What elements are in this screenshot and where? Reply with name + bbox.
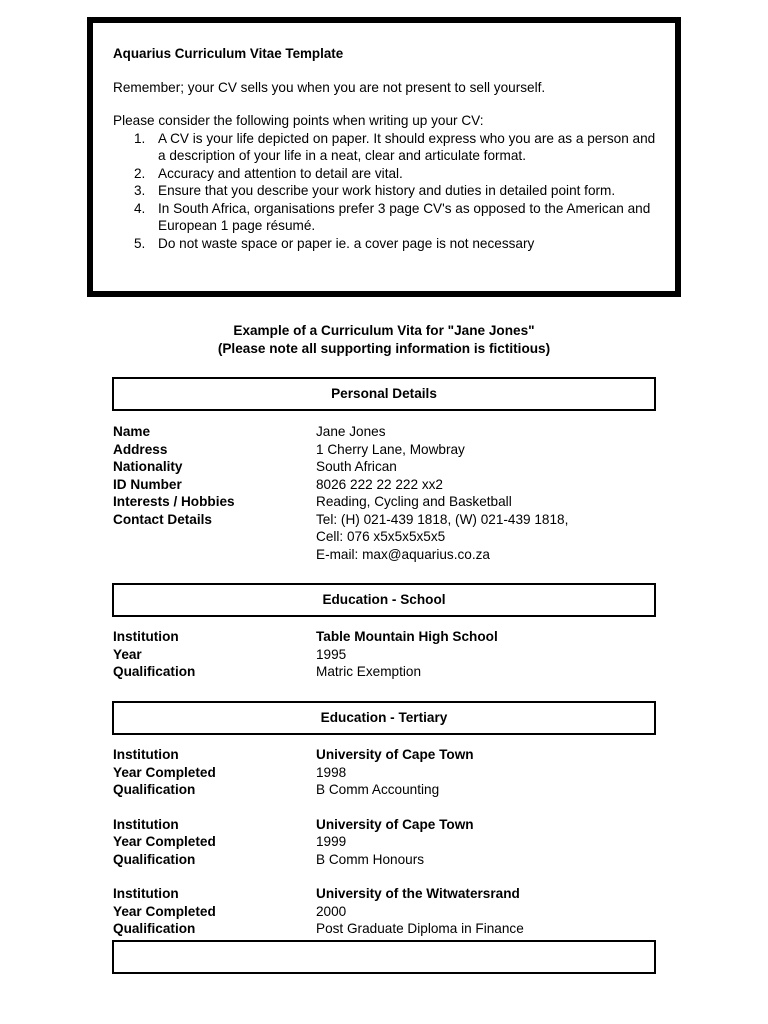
detail-row-year-completed xyxy=(113,903,673,921)
personal-details xyxy=(113,423,673,563)
section-heading-education-school: Education - School xyxy=(112,583,656,617)
contact-tel: Tel: (H) 021-439 1818, (W) 021-439 1818, xyxy=(316,511,569,527)
detail-label: Name xyxy=(113,424,151,439)
detail-label: Qualification xyxy=(113,851,196,867)
detail-row-qualification xyxy=(113,851,673,869)
intro-points-list xyxy=(113,130,661,253)
detail-row-institution xyxy=(113,628,673,646)
detail-value: South African xyxy=(316,459,397,474)
list-item-text: Ensure that you describe your work history and duties in detailed point form. xyxy=(158,183,616,198)
detail-row-qualification xyxy=(113,920,673,938)
detail-value: 8026 222 22 222 xx2 xyxy=(316,476,443,492)
detail-row-qualification xyxy=(113,663,673,681)
example-title: Example of a Curriculum Vita for "Jane Jones" xyxy=(233,323,535,338)
detail-row-year xyxy=(113,646,673,664)
section-heading-empty xyxy=(112,940,656,974)
list-item xyxy=(113,165,661,183)
detail-value: Table Mountain High School xyxy=(316,629,498,644)
detail-label: Qualification xyxy=(113,664,196,679)
list-item-text: Do not waste space or paper ie. a cover page is not necessary xyxy=(158,235,535,251)
detail-label: Year Completed xyxy=(113,834,216,849)
detail-label: Institution xyxy=(113,816,179,832)
tertiary-entry xyxy=(113,746,673,799)
detail-label: Qualification xyxy=(113,921,196,936)
detail-row-address xyxy=(113,441,673,459)
detail-label: Contact Details xyxy=(113,511,212,527)
detail-label: Institution xyxy=(113,886,179,901)
detail-row-year-completed xyxy=(113,833,673,851)
detail-row-qualification xyxy=(113,781,673,799)
list-item-number: 1. xyxy=(134,130,146,146)
detail-label: Qualification xyxy=(113,782,196,797)
detail-value: 1995 xyxy=(316,646,347,662)
example-note: (Please note all supporting information is fictitious) xyxy=(217,340,551,356)
intro-content xyxy=(113,45,661,252)
education-tertiary xyxy=(113,746,673,938)
list-item xyxy=(113,182,661,200)
detail-row-institution xyxy=(113,816,673,834)
list-item-number: 5. xyxy=(134,235,146,251)
detail-label: Year xyxy=(113,646,142,662)
detail-label: Interests / Hobbies xyxy=(113,494,235,509)
section-heading-education-tertiary: Education - Tertiary xyxy=(112,701,656,735)
detail-value: Matric Exemption xyxy=(316,664,422,679)
detail-value: 1999 xyxy=(316,834,347,849)
detail-value xyxy=(316,511,673,564)
detail-value: B Comm Honours xyxy=(316,851,425,867)
detail-label: Institution xyxy=(113,629,179,644)
detail-label: Nationality xyxy=(113,459,183,474)
detail-row-name xyxy=(113,423,673,441)
detail-row-contact xyxy=(113,511,673,564)
list-item-text: A CV is your life depicted on paper. It should express who you are as a person and a description of your life in a neat, clear and articulate format. xyxy=(158,130,656,163)
list-item xyxy=(113,200,661,235)
detail-label: Year Completed xyxy=(113,764,216,780)
spacer xyxy=(113,799,673,816)
detail-row-year-completed xyxy=(113,764,673,782)
tertiary-entry xyxy=(113,816,673,869)
detail-label: ID Number xyxy=(113,476,182,492)
tertiary-entry xyxy=(113,885,673,938)
detail-value: 2000 xyxy=(316,903,347,919)
list-item-number: 2. xyxy=(134,165,146,181)
detail-value: University of Cape Town xyxy=(316,747,474,762)
detail-row-institution xyxy=(113,885,673,903)
intro-remember: Remember; your CV sells you when you are not present to sell yourself. xyxy=(113,79,546,95)
list-item-text: In South Africa, organisations prefer 3 page CV's as opposed to the American and European 1 page résumé. xyxy=(158,200,651,233)
detail-value: University of Cape Town xyxy=(316,816,474,832)
detail-label: Address xyxy=(113,441,168,457)
list-item-number: 4. xyxy=(134,200,146,216)
detail-value: Jane Jones xyxy=(316,424,386,439)
detail-value: 1998 xyxy=(316,764,347,780)
detail-value: 1 Cherry Lane, Mowbray xyxy=(316,441,465,457)
detail-row-nationality xyxy=(113,458,673,476)
section-heading-personal-details: Personal Details xyxy=(112,377,656,411)
detail-row-interests xyxy=(113,493,673,511)
intro-box xyxy=(87,17,681,297)
intro-consider: Please consider the following points when writing up your CV: xyxy=(113,113,484,128)
education-school xyxy=(113,628,673,681)
contact-cell: Cell: 076 x5x5x5x5x5 xyxy=(316,529,446,544)
detail-label: Institution xyxy=(113,747,179,762)
list-item xyxy=(113,130,661,165)
list-item-number: 3. xyxy=(134,183,146,198)
detail-label: Year Completed xyxy=(113,903,216,919)
example-heading xyxy=(113,322,655,357)
detail-row-institution xyxy=(113,746,673,764)
list-item xyxy=(113,235,661,253)
detail-value: Reading, Cycling and Basketball xyxy=(316,494,512,509)
detail-value: B Comm Accounting xyxy=(316,782,440,797)
detail-row-id-number xyxy=(113,476,673,494)
contact-email: E-mail: max@aquarius.co.za xyxy=(316,546,490,562)
detail-value: University of the Witwatersrand xyxy=(316,886,520,901)
list-item-text: Accuracy and attention to detail are vital. xyxy=(158,165,403,181)
spacer xyxy=(113,868,673,885)
intro-title: Aquarius Curriculum Vitae Template xyxy=(113,46,344,61)
detail-value: Post Graduate Diploma in Finance xyxy=(316,921,524,936)
